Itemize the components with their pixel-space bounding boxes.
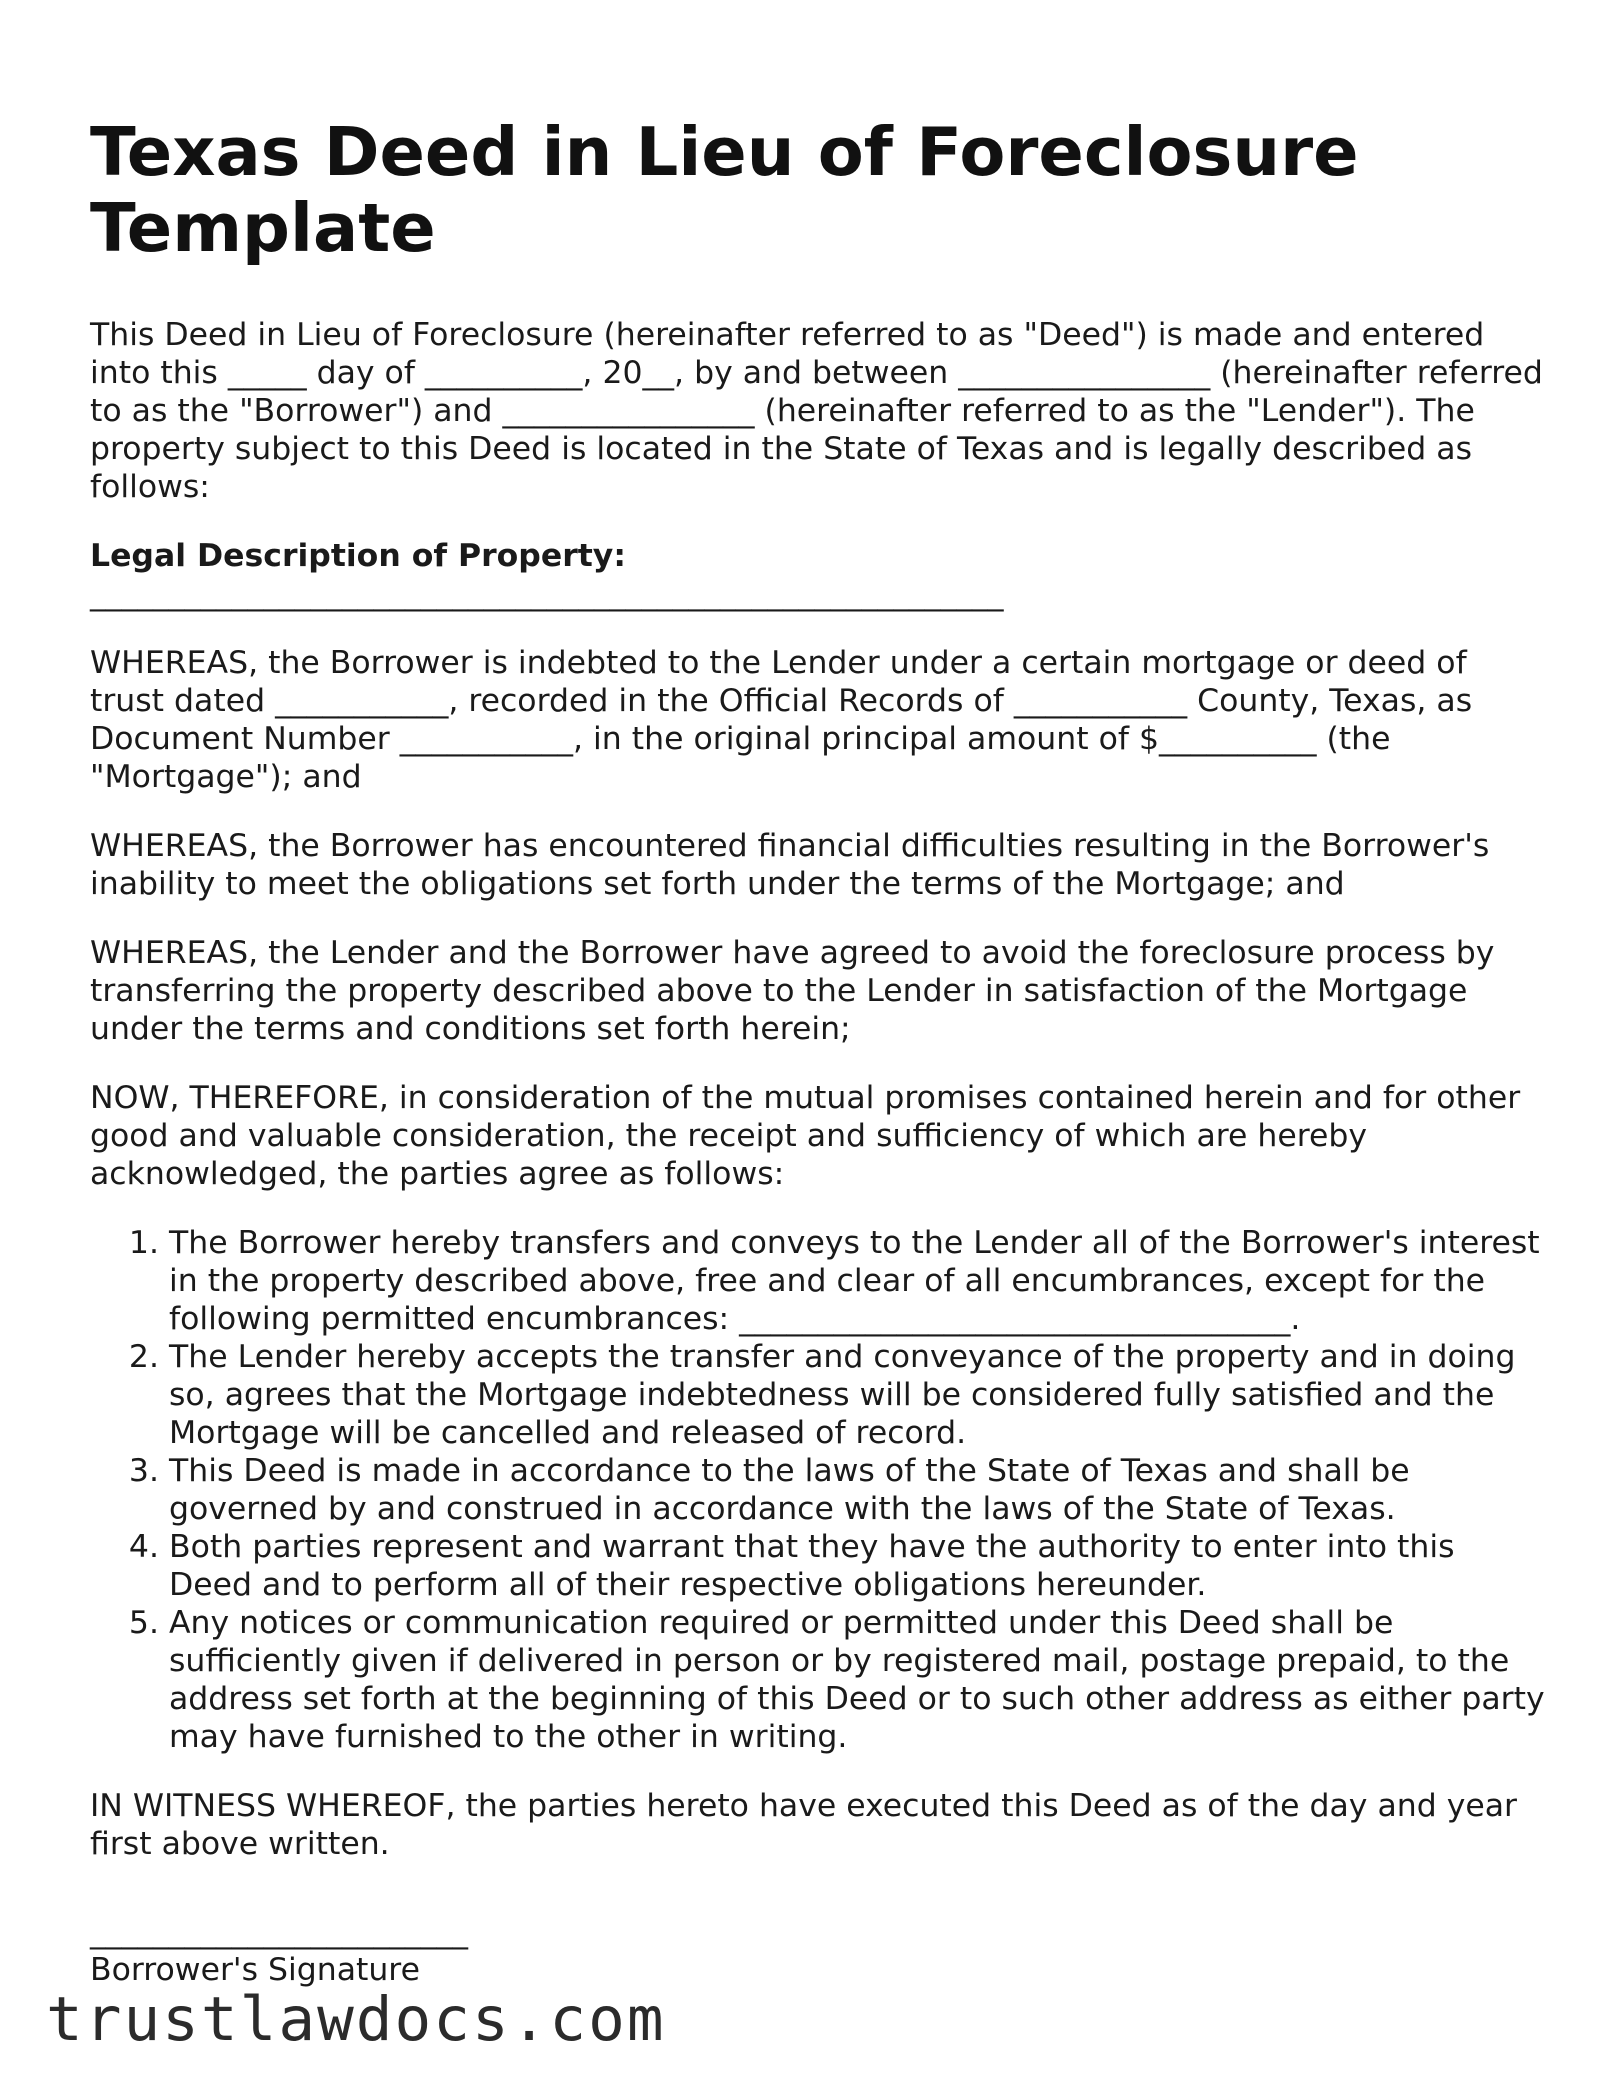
borrower-signature-line: ________________________ xyxy=(90,1914,468,1950)
term-item: 1. The Borrower hereby transfers and conveys to the Lender all of the Borrower's interest in the property described above, free and clear of all encumbrances, except for the following permitted encumbrances: ___________________________________. xyxy=(169,1224,1545,1338)
signature-block xyxy=(90,1913,1545,1989)
term-item: 4. Both parties represent and warrant that they have the authority to enter into this Deed and to perform all of their respective obligations hereunder. xyxy=(169,1528,1545,1604)
legal-description-heading: Legal Description of Property: xyxy=(90,538,626,574)
page-title: Texas Deed in Lieu of Foreclosure Template xyxy=(90,113,1359,267)
witness-paragraph: IN WITNESS WHEREOF, the parties hereto have executed this Deed as of the day and year first above written. xyxy=(90,1788,1517,1862)
intro-paragraph: This Deed in Lieu of Foreclosure (hereinafter referred to as "Deed") is made and entered into this _____ day of __________, 20__, by and between ________________ (hereinafter referred to as the "Borrower") and ________________ (hereinafter referred to as the "Lender"). The property subject to this Deed is located in the State of Texas and is legally described as follows: xyxy=(90,317,1543,505)
term-item: 5. Any notices or communication required or permitted under this Deed shall be sufficiently given if delivered in person or by registered mail, postage prepaid, to the address set forth at the beginning of this Deed or to such other address as either party may have furnished to the other in writing. xyxy=(169,1604,1545,1756)
legal-description-blank: __________________________________________________________ xyxy=(90,576,1004,612)
term-item: 3. This Deed is made in accordance to the laws of the State of Texas and shall be governed by and construed in accordance with the laws of the State of Texas. xyxy=(169,1452,1545,1528)
document-page xyxy=(90,114,1545,1989)
now-therefore-paragraph: NOW, THEREFORE, in consideration of the mutual promises contained herein and for other good and valuable consideration, the receipt and sufficiency of which are hereby acknowledged, the parties agree as follows: xyxy=(90,1080,1521,1192)
borrower-signature-label: Borrower's Signature xyxy=(90,1952,420,1988)
whereas-paragraph-mortgage: WHEREAS, the Borrower is indebted to the Lender under a certain mortgage or deed of trust dated ___________, recorded in the Official Records of ___________ County, Texas, as Document Number ___________, in the original principal amount of $__________ (the "Mortgage"); and xyxy=(90,645,1473,795)
watermark: trustlawdocs.com xyxy=(46,1984,666,2055)
whereas-paragraph-agreement: WHEREAS, the Lender and the Borrower have agreed to avoid the foreclosure process by transferring the property described above to the Lender in satisfaction of the Mortgage under the terms and conditions set forth herein; xyxy=(90,935,1495,1047)
whereas-paragraph-difficulties: WHEREAS, the Borrower has encountered financial difficulties resulting in the Borrower's inability to meet the obligations set forth under the terms of the Mortgage; and xyxy=(90,828,1490,902)
terms-list xyxy=(90,1224,1545,1756)
term-item: 2. The Lender hereby accepts the transfer and conveyance of the property and in doing so, agrees that the Mortgage indebtedness will be considered fully satisfied and the Mortgage will be cancelled and released of record. xyxy=(169,1338,1545,1452)
